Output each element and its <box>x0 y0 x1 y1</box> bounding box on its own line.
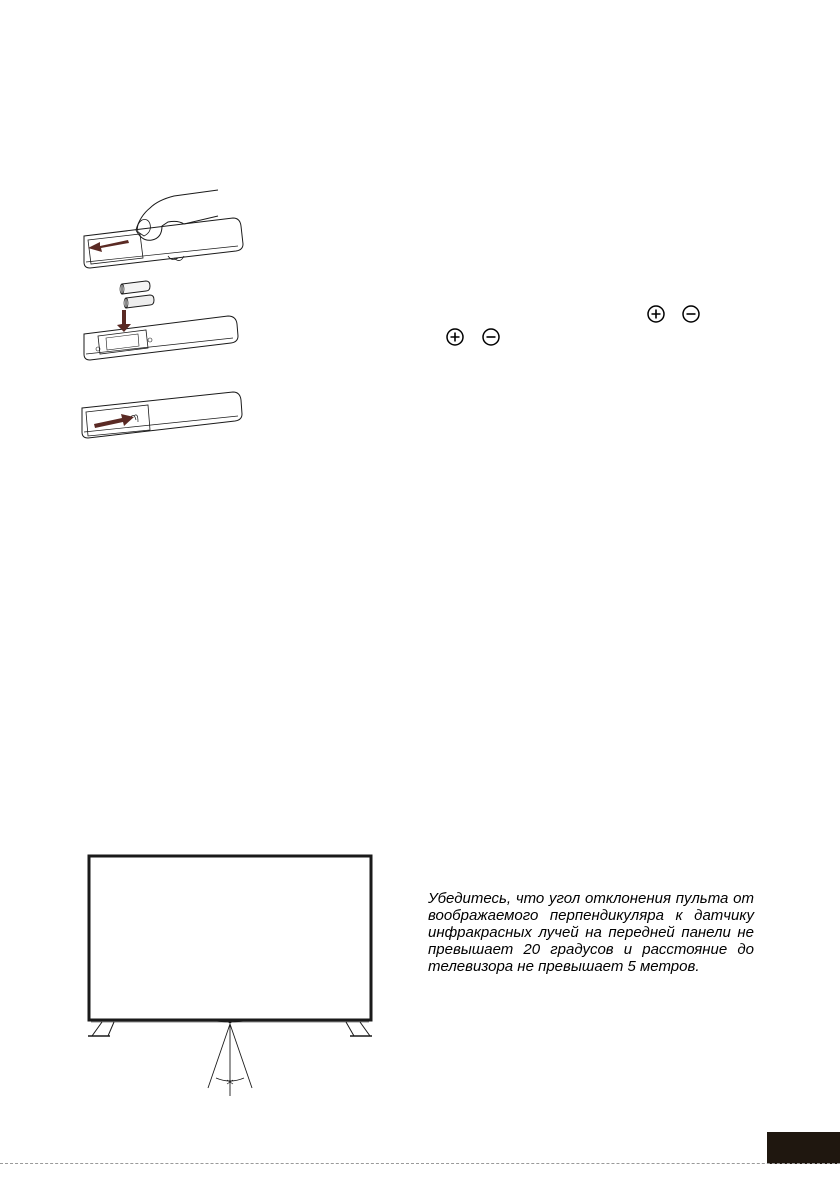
polarity-icons-row-1 <box>646 303 702 325</box>
tv-ir-angle-illustration <box>80 852 380 1098</box>
minus-circle-icon <box>683 306 699 322</box>
ir-sensor <box>229 1021 232 1024</box>
remote-battery-illustrations <box>78 186 248 458</box>
step-open-cover-illustration <box>84 190 243 268</box>
page-number-tab <box>767 1132 840 1164</box>
plus-circle-icon <box>447 329 463 345</box>
tv-screen <box>89 856 371 1020</box>
step-close-cover-illustration <box>82 392 242 438</box>
ir-sensor-angle-lines <box>208 1024 252 1096</box>
instruction-text: Убедитесь, что угол отклонения пульта от воображаемого перпендикуляра к датчику инфракрасных лучей на передней панели не превышает 20 градусов и расстояние до телевизора не превышает 5 метров. <box>428 890 754 975</box>
footer-divider <box>0 1163 840 1164</box>
step-insert-batteries-illustration <box>84 281 238 360</box>
tv-left-stand <box>92 1022 114 1036</box>
tv-right-stand <box>346 1022 370 1036</box>
plus-circle-icon <box>648 306 664 322</box>
minus-circle-icon <box>483 329 499 345</box>
polarity-icons-row-2 <box>444 326 502 348</box>
